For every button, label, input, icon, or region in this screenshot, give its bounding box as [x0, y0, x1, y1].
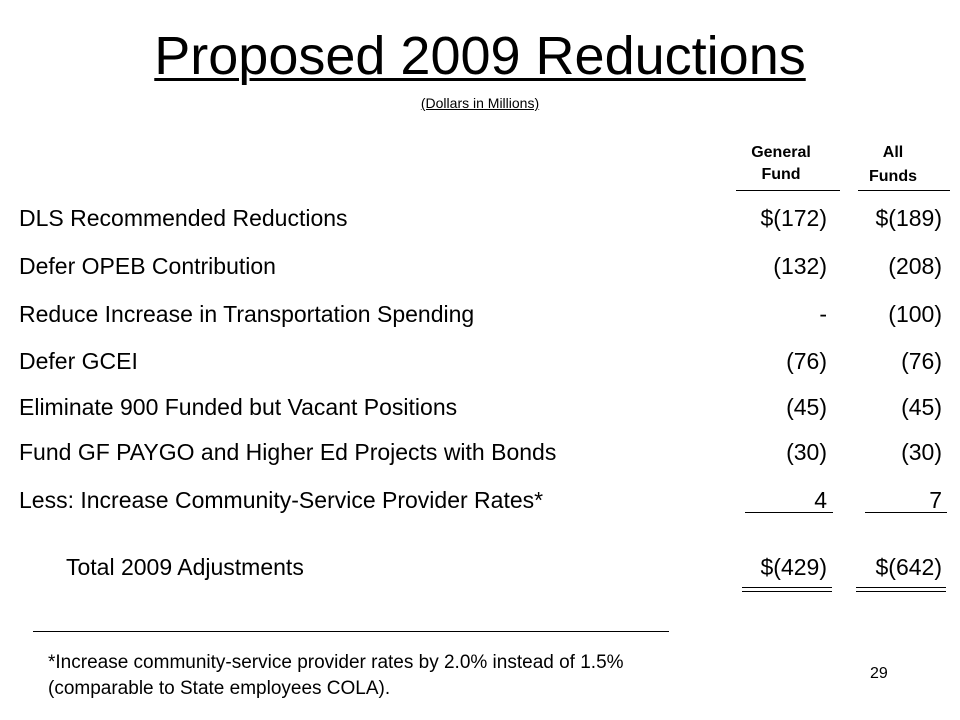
total-row: [0, 552, 960, 582]
row-label: Defer GCEI: [19, 348, 138, 374]
total-double-underline-general-fund-bottom: [742, 591, 832, 592]
row-general-fund-value: -: [819, 301, 827, 327]
header-underline-general-fund: [736, 190, 840, 191]
column-header-all-funds: [848, 142, 938, 188]
footnote-line: (comparable to State employees COLA).: [48, 678, 391, 699]
row-label: DLS Recommended Reductions: [19, 205, 348, 231]
page-number: 29: [870, 665, 888, 682]
column-header-all-funds-line2: Funds: [869, 168, 917, 185]
table-row: [0, 251, 960, 281]
row-label: Fund GF PAYGO and Higher Ed Projects with Bonds: [19, 439, 557, 465]
footnote: [48, 650, 624, 702]
column-header-general-fund: [736, 142, 826, 186]
total-all-funds-value: $(642): [875, 554, 942, 580]
row-all-funds-value: (76): [901, 348, 942, 374]
table-row: [0, 485, 960, 515]
row-all-funds-value: (30): [901, 439, 942, 465]
total-double-underline-all-funds-bottom: [856, 591, 946, 592]
row-general-fund-value: (45): [786, 394, 827, 420]
row-all-funds-value: (45): [901, 394, 942, 420]
row-all-funds-value: 7: [929, 487, 942, 513]
footnote-separator: [33, 631, 669, 632]
row-label: Less: Increase Community-Service Provider Rates*: [19, 487, 544, 513]
row-all-funds-value: (100): [888, 301, 942, 327]
slide-title: Proposed 2009 Reductions: [154, 26, 806, 86]
column-header-general-fund-line2: Fund: [761, 166, 801, 183]
row-label: Reduce Increase in Transportation Spending: [19, 301, 475, 327]
total-label: Total 2009 Adjustments: [66, 554, 304, 580]
row-all-funds-value: (208): [888, 253, 942, 279]
table-row: [0, 346, 960, 376]
row-general-fund-value: 4: [814, 487, 827, 513]
column-header-general-fund-line1: General: [751, 144, 811, 161]
header-underline-all-funds: [858, 190, 950, 191]
table-row: [0, 437, 960, 467]
table-row: [0, 392, 960, 422]
subtotal-underline-general-fund: [745, 512, 833, 513]
row-general-fund-value: (76): [786, 348, 827, 374]
slide-subtitle: (Dollars in Millions): [420, 95, 540, 111]
footnote-line: *Increase community-service provider rates by 2.0% instead of 1.5%: [48, 652, 624, 673]
row-label: Defer OPEB Contribution: [19, 253, 276, 279]
total-general-fund-value: $(429): [760, 554, 827, 580]
row-label: Eliminate 900 Funded but Vacant Positions: [19, 394, 458, 420]
column-header-all-funds-line1: All: [882, 144, 904, 161]
row-general-fund-value: $(172): [760, 205, 827, 231]
total-double-underline-all-funds-top: [856, 587, 946, 588]
row-general-fund-value: (30): [786, 439, 827, 465]
table-row: [0, 299, 960, 329]
row-all-funds-value: $(189): [875, 205, 942, 231]
table-row: [0, 203, 960, 233]
subtotal-underline-all-funds: [865, 512, 947, 513]
total-double-underline-general-fund-top: [742, 587, 832, 588]
row-general-fund-value: (132): [773, 253, 827, 279]
